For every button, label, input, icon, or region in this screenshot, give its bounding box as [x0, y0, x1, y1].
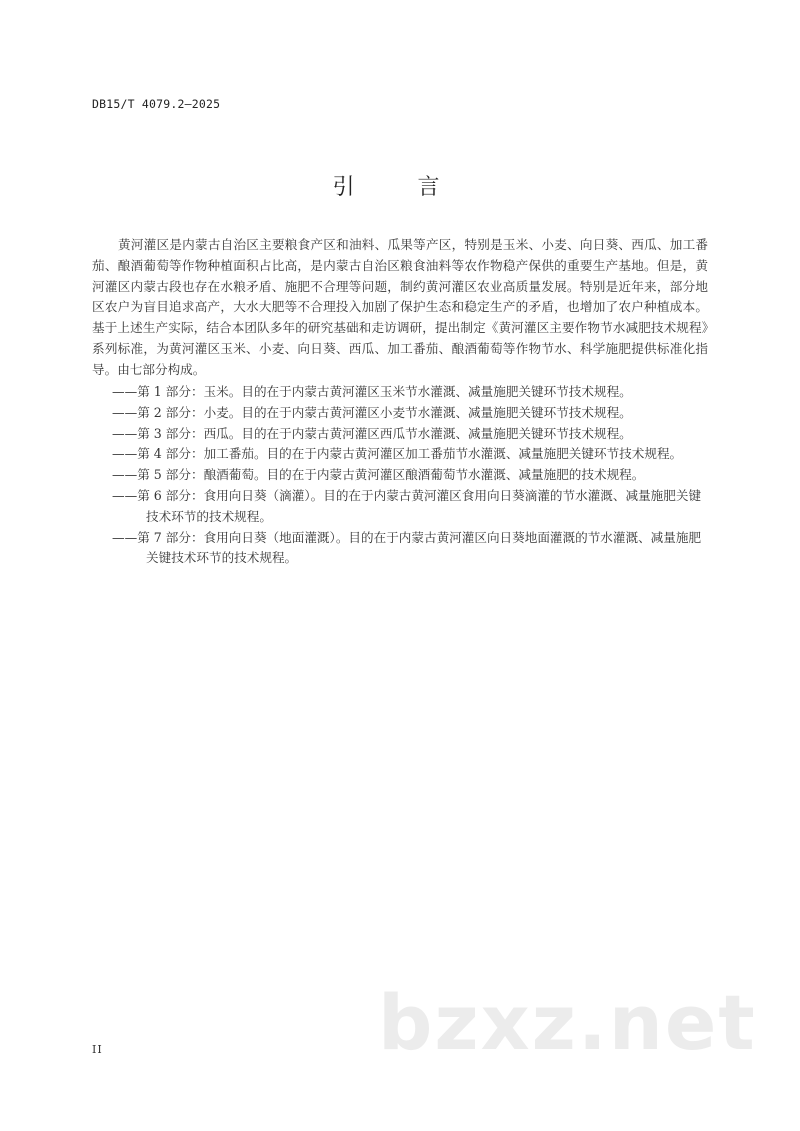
list-item-part-4: ——第 4 部分：加工番茄。目的在于内蒙古黄河灌区加工番茄节水灌溉、减量施肥关键环节技术规程。	[112, 446, 683, 462]
list-item-part-1: ——第 1 部分：玉米。目的在于内蒙古黄河灌区玉米节水灌溉、减量施肥关键环节技术规程。	[112, 384, 632, 399]
watermark: bzxz.net	[378, 978, 757, 1067]
page-title: 引 言	[332, 175, 468, 200]
list-item-part-7: ——第 7 部分：食用向日葵（地面灌溉）。目的在于内蒙古黄河灌区向日葵地面灌溉的节水灌溉、减量施肥关键技术环节的技术规程。	[112, 529, 702, 566]
list-item-part-6: ——第 6 部分：食用向日葵（滴灌）。目的在于内蒙古黄河灌区食用向日葵滴灌的节水灌溉、减量施肥关键技术环节的技术规程。	[112, 487, 702, 524]
parts-list	[92, 382, 708, 569]
list-item-part-3: ——第 3 部分：西瓜。目的在于内蒙古黄河灌区西瓜节水灌溉、减量施肥关键环节技术规程。	[112, 425, 632, 441]
list-item-part-2: ——第 2 部分：小麦。目的在于内蒙古黄河灌区小麦节水灌溉、减量施肥关键环节技术规程。	[112, 404, 632, 420]
page-number: II	[92, 1043, 103, 1056]
intro-paragraph: 黄河灌区是内蒙古自治区主要粮食产区和油料、瓜果等产区，特别是玉米、小麦、向日葵、西瓜、加工番茄、酿酒葡萄等作物种植面积占比高，是内蒙古自治区粮食油料等农作物稳产保供的重要生产基地。但是，黄河灌区内蒙古段也存在水粮矛盾、施肥不合理等问题，制约黄河灌区农业高质量发展。特别是近年来，部分地区农户为盲目追求高产，大水大肥等不合理投入加剧了保护生态和稳定生产的矛盾，也增加了农户种植成本。基于上述生产实际，结合本团队多年的研究基础和走访调研，提出制定《黄河灌区主要作物节水减肥技术规程》系列标准，为黄河灌区玉米、小麦、向日葵、西瓜、加工番茄、酿酒葡萄等作物节水、科学施肥提供标准化指导。由七部分构成。	[92, 237, 708, 377]
list-item-part-5: ——第 5 部分：酿酒葡萄。目的在于内蒙古黄河灌区酿酒葡萄节水灌溉、减量施肥的技术规程。	[112, 467, 645, 483]
document-code: DB15/T 4079.2—2025	[92, 97, 221, 111]
